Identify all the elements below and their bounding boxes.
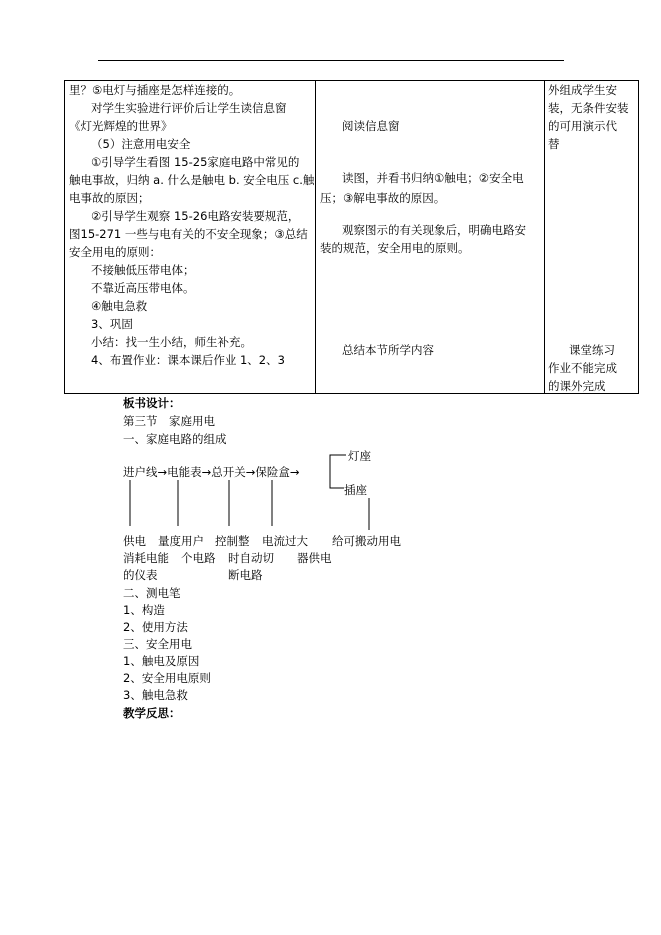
board-part3: 三、安全用电	[123, 637, 192, 651]
circuit-chain: 进户线→电能表→总开关→保险盒→	[123, 465, 300, 479]
notes-line: 的课外完成	[548, 379, 606, 393]
teacher-line: 小结：找一生小结，师生补充。	[91, 335, 252, 349]
teaching-reflection-label: 教学反思：	[123, 706, 181, 720]
desc-line: 控制整	[215, 534, 250, 548]
branch-light-socket: 灯座	[348, 449, 371, 463]
teacher-line: （5）注意用电安全	[91, 137, 191, 151]
teacher-line: 触电事故，归纳 a. 什么是触电 b. 安全电压 c.触	[69, 173, 315, 187]
board-item: 2、使用方法	[123, 620, 188, 634]
notes-line: 课堂练习	[569, 343, 615, 357]
student-line: 读图，并看书归纳①触电；②安全电	[342, 171, 524, 185]
desc-line: 器供电	[297, 551, 332, 565]
student-line: 观察图示的有关现象后，明确电路安	[342, 223, 526, 237]
desc-line: 给可搬动用电	[332, 534, 401, 548]
teacher-line: 不接触低压带电体；	[91, 263, 195, 277]
student-line: 装的规范，安全用电的原则。	[320, 241, 470, 255]
desc-line: 供电	[123, 534, 146, 548]
notes-line: 外组成学生安	[548, 83, 617, 97]
teacher-line: ②引导学生观察 15-26电路安装要规范，	[91, 209, 300, 223]
board-item: 1、构造	[123, 603, 165, 617]
board-item: 2、安全用电原则	[123, 671, 211, 685]
teacher-line: 不靠近高压带电体。	[91, 281, 195, 295]
notes-line: 替	[548, 137, 560, 151]
desc-line: 断电路	[228, 568, 263, 582]
teacher-line: 图15-271 一些与电有关的不安全现象；③总结	[69, 227, 308, 241]
student-line: 阅读信息窗	[342, 119, 400, 133]
desc-line: 时自动切	[228, 551, 274, 565]
teacher-line: 3、巩固	[91, 317, 133, 331]
teacher-line: 里？⑤电灯与插座是怎样连接的。	[69, 83, 241, 97]
board-section-title: 第三节 家庭用电	[123, 414, 215, 428]
teacher-line: 《灯光辉煌的世界》	[69, 119, 173, 133]
board-item: 3、触电急救	[123, 688, 188, 702]
notes-line: 作业不能完成	[548, 361, 617, 375]
board-heading: 板书设计：	[123, 396, 181, 410]
desc-line: 电流过大	[262, 534, 308, 548]
notes-line: 的可用演示代	[548, 119, 617, 133]
teacher-line: 对学生实验进行评价后让学生读信息窗	[91, 101, 287, 115]
teacher-line: 电事故的原因；	[69, 191, 150, 205]
board-item: 1、触电及原因	[123, 654, 200, 668]
teacher-line: 4、布置作业：课本课后作业 1、2、3	[91, 353, 285, 367]
board-part2: 二、测电笔	[123, 586, 181, 600]
desc-line: 量度用户	[158, 534, 204, 548]
teacher-line: ①引导学生看图 15-25家庭电路中常见的	[91, 155, 300, 169]
student-line: 压；③解电事故的原因。	[320, 191, 446, 205]
desc-line: 的仪表	[123, 568, 158, 582]
teacher-line: 安全用电的原则：	[69, 245, 161, 259]
teacher-line: ④触电急救	[91, 299, 148, 313]
desc-line: 个电路	[181, 551, 216, 565]
board-part1: 一、家庭电路的组成	[123, 432, 227, 446]
notes-line: 装，无条件安装	[548, 101, 629, 115]
branch-outlet: 插座	[344, 483, 367, 497]
student-line: 总结本节所学内容	[342, 343, 434, 357]
desc-line: 消耗电能	[123, 551, 169, 565]
